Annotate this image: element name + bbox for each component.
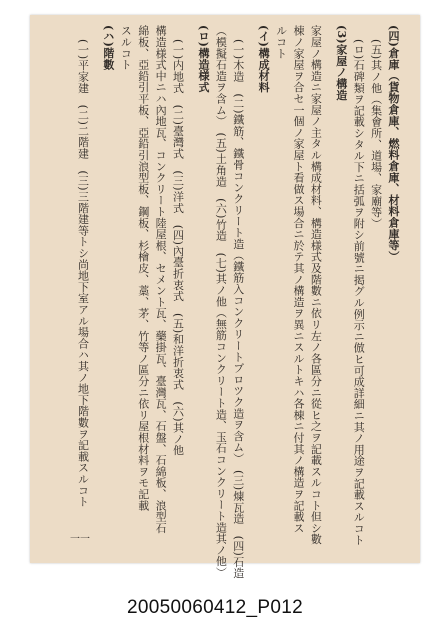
text-column: 綿板、亞鉛引平板、亞鉛引浪型板、鋼板、杉檜皮、藁、茅、竹等ノ區分ニ依リ屋根材料ヲモ記載 [136, 25, 150, 511]
text-column: スルコト [119, 25, 133, 71]
text-column: (一)内地式 (二)臺灣式 (三)洋式 (四)內臺折衷式 (五)和洋折衷式 (六)其ノ他 [171, 39, 185, 456]
document-sheet [30, 15, 420, 579]
text-column: 家屋ノ構造ニ家屋ノ主タル構成材料、構造様式及階數ニ依リ左ノ各區分ニ從ヒ之ヲ記載スルコト但シ數 [309, 25, 323, 545]
text-column: (四)倉庫（貨物倉庫、燃料倉庫、材料倉庫等） [387, 25, 400, 263]
section-heading: (3)家屋ノ構造 [334, 25, 348, 101]
text-column: 構造様式中ニハ內地瓦、コンクリート陸屋根、セメント瓦、藥掛瓦、臺灣瓦、石盤、石綿板、浪型石 [154, 25, 168, 534]
text-column: (一)木造 (二)鐵筋、鐵骨コンクリート造（鐵筋入コンクリートブロツク造ヲ含ム） (三)煉瓦造 (四)石造 [231, 39, 245, 579]
section-heading: (ハ)階數 [101, 25, 115, 70]
section-heading: (イ)構成材料 [257, 25, 271, 93]
section-heading: (ロ)構造様式 [196, 25, 210, 93]
text-column: (五)其ノ他（集會所、道場、家廟等） [369, 39, 383, 229]
text-column: (一)平家建 (二)二階建 (三)三階建等トシ尚地下室アル場合ハ其ノ地下階數ヲ記載スルコト [76, 39, 90, 508]
text-column: ルコト [274, 25, 288, 59]
text-column: 棟ノ家屋ヲ合セ一個ノ家屋ト看做ス場合ニ於テ其ノ構造ヲ異ニスルトキハ各棟ニ付其ノ構造ヲ記載ス [291, 25, 305, 534]
text-column: （模擬石造ヲ含ム） (五)土角造 (六)竹造 (七)其ノ他（無筋コンクリート造、玉石コンクリート造其ノ他） [214, 25, 228, 579]
text-column: (ロ)石碑類ヲ記載シタル下ニ括弧ヲ附シ前號ニ掲グル例示ニ倣ヒ可成詳細ニ其ノ用途ヲ記載スルコト [352, 39, 366, 546]
image-caption: 20050060412_P012 [127, 597, 303, 618]
page-number: 一一 [70, 534, 90, 545]
